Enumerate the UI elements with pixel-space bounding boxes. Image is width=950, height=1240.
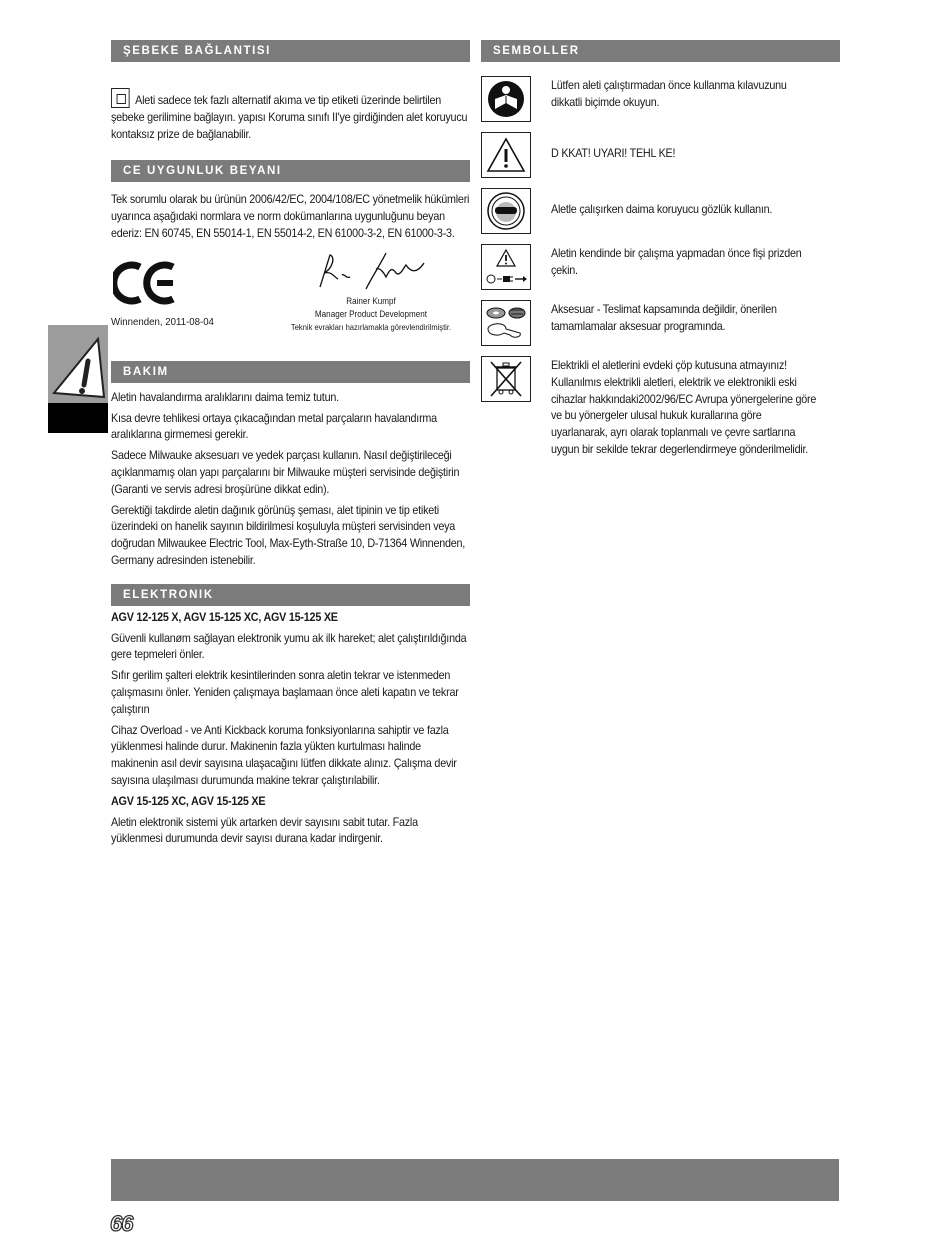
ce-mark-icon bbox=[113, 259, 179, 307]
handwritten-signature bbox=[306, 247, 436, 295]
bakim-paragraph-1: Aletin havalandırma aralıklarını daima temiz tutun. bbox=[111, 390, 339, 404]
symbol-row-manual bbox=[481, 76, 840, 122]
weee-bin-icon bbox=[485, 358, 527, 400]
symbol-row-goggles bbox=[481, 188, 840, 234]
sebeke-paragraph: Aleti sadece tek fazlı alternatif akıma ve tip etiketi üzerinde belirtilen şebeke gerilimine bağlayın. yapısı Koruma sınıfı II'ye girdiğinden alet koruyucu kontaksız prize de bağlanabilir. bbox=[111, 88, 470, 143]
section-header-elektronik: ELEKTRONIK bbox=[111, 584, 470, 606]
symbol-text-goggles: Aletle çalışırken daima koruyucu gözlük kullanın. bbox=[551, 203, 773, 216]
symbol-row-weee bbox=[481, 356, 840, 459]
signer-note: Teknik evrakları hazırlamakla görevlendirilmiştir. bbox=[290, 321, 452, 332]
section-header-semboller: SEMBOLLER bbox=[481, 40, 840, 62]
protection-class-ii-icon bbox=[111, 88, 130, 108]
warning-tab-icon bbox=[48, 325, 108, 433]
symbol-row-warning bbox=[481, 132, 840, 178]
symbol-text-unplug: Aletin kendinde bir çalışma yapmadan önce fişi prizden çekin. bbox=[551, 247, 802, 277]
bakim-paragraph-4: Gerektiği takdirde aletin dağınık görünüş şeması, alet tipinin ve tip etiketi üzerindeki on hanelik sayının bildirilmesi koşuluyla müşteri servisinden veya doğrudan Milwaukee Electric Tool, Max-Eyth-Straße 10, D-71364 Winnenden, Germany adresinden istenebilir. bbox=[111, 503, 466, 567]
symbol-text-manual: Lütfen aleti çalıştırmadan önce kullanma kılavuzunu dikkatli biçimde okuyun. bbox=[551, 79, 787, 109]
elektronik-paragraph-4: Aletin elektronik sistemi yük artarken devir sayısını sabit tutar. Fazla yüklenmesi durumunda devir sayısı durana kadar indirgenir. bbox=[111, 815, 418, 846]
symbol-text-accessory: Aksesuar - Teslimat kapsamında değildir, önerilen tamamlamalar aksesuar programında. bbox=[551, 303, 777, 333]
symbol-text-warning: D KKAT! UYARI! TEHL KE! bbox=[551, 147, 676, 160]
section-header-sebeke: ŞEBEKE BAĞLANTISI bbox=[111, 40, 470, 62]
symbol-row-unplug bbox=[481, 244, 840, 290]
right-column bbox=[481, 40, 840, 469]
warning-triangle-icon bbox=[485, 135, 527, 175]
symbol-row-accessory bbox=[481, 300, 840, 346]
left-column bbox=[111, 40, 470, 848]
safety-goggles-icon bbox=[485, 191, 527, 231]
unplug-icon bbox=[484, 247, 528, 287]
section-header-ce: CE UYGUNLUK BEYANI bbox=[111, 160, 470, 182]
place-date: Winnenden, 2011-08-04 bbox=[111, 315, 214, 328]
ce-signature-row bbox=[111, 243, 470, 338]
section-header-bakim: BAKIM bbox=[111, 361, 470, 383]
accessory-icon bbox=[484, 303, 528, 343]
signature-block bbox=[271, 243, 471, 334]
signer-name: Rainer Kumpf bbox=[346, 295, 396, 306]
elektronik-subheading-2: AGV 15-125 XC, AGV 15-125 XE bbox=[111, 794, 266, 808]
ce-paragraph: Tek sorumlu olarak bu ürünün 2006/42/EC, 2004/108/EC yönetmelik hükümleri uyarınca aşağıdaki normlara ve norm dokümanlarına uygunluğunu beyan ederiz: EN 60745, EN 55014-1, EN 55014-2, EN 61000-3-2, EN 61000-3-3. bbox=[111, 193, 470, 240]
side-warning-tab bbox=[48, 325, 108, 433]
signer-title: Manager Product Development bbox=[314, 308, 428, 319]
elektronik-paragraph-1: Güvenli kullanøm sağlayan elektronik yumu ak ilk hareket; alet çalıştırıldığında gere tepmeleri önler. bbox=[111, 631, 467, 662]
bakim-paragraph-3: Sadece Milwauke aksesuarı ve yedek parçası kullanın. Nasıl değiştirileceği açıklanmamış olan yapı parçalarını bir Milwauke müşteri servisinde değiştirin (Garanti ve servis adresi broşürüne dikkat edin). bbox=[111, 449, 460, 496]
bakim-paragraph-2: Kısa devre tehlikesi ortaya çıkacağından metal parçaların havalandırma aralıklarına girmemesi gerekir. bbox=[111, 411, 437, 442]
elektronik-paragraph-3: Cihaz Overload - ve Anti Kickback koruma fonksiyonlarına sahiptir ve fazla yüklenmesi halinde durur. Makinenin fazla yükten kurtulması halinde makinenin asıl devir sayısına ulaşacağını lütfen dikkate alınız. Çalışma devir sayısına ulaşılması durumunda makine tekrar çalıştırılabilir. bbox=[111, 723, 457, 787]
elektronik-subheading-1: AGV 12-125 X, AGV 15-125 XC, AGV 15-125 XE bbox=[111, 610, 338, 624]
elektronik-paragraph-2: Sıfır gerilim şalteri elektrik kesintilerinden sonra aletin tekrar ve istenmeden çalışmasını önler. Yeniden çalışmaya başlamaan önce aleti kapatın ve tekrar çalıştırın bbox=[111, 669, 459, 716]
page-number: 66 bbox=[110, 1211, 133, 1236]
symbol-text-weee: Elektrikli el aletlerini evdeki çöp kutusuna atmayınız! Kullanılmıs elektrikli aletleri, elektrik ve elektronikli eski cihazlar hakkındaki2002/96/EC Avrupa yönergelerine göre ve bu yönergeler ulusal hukuk kurallarına göre uyarlanarak, ayrı olarak toplanmalı ve çevre sartlarına uygun bir sekilde tekrar degerlendirmeye gönderilmelidir. bbox=[551, 359, 817, 456]
read-manual-icon bbox=[485, 79, 527, 119]
footer-bar bbox=[111, 1159, 839, 1201]
